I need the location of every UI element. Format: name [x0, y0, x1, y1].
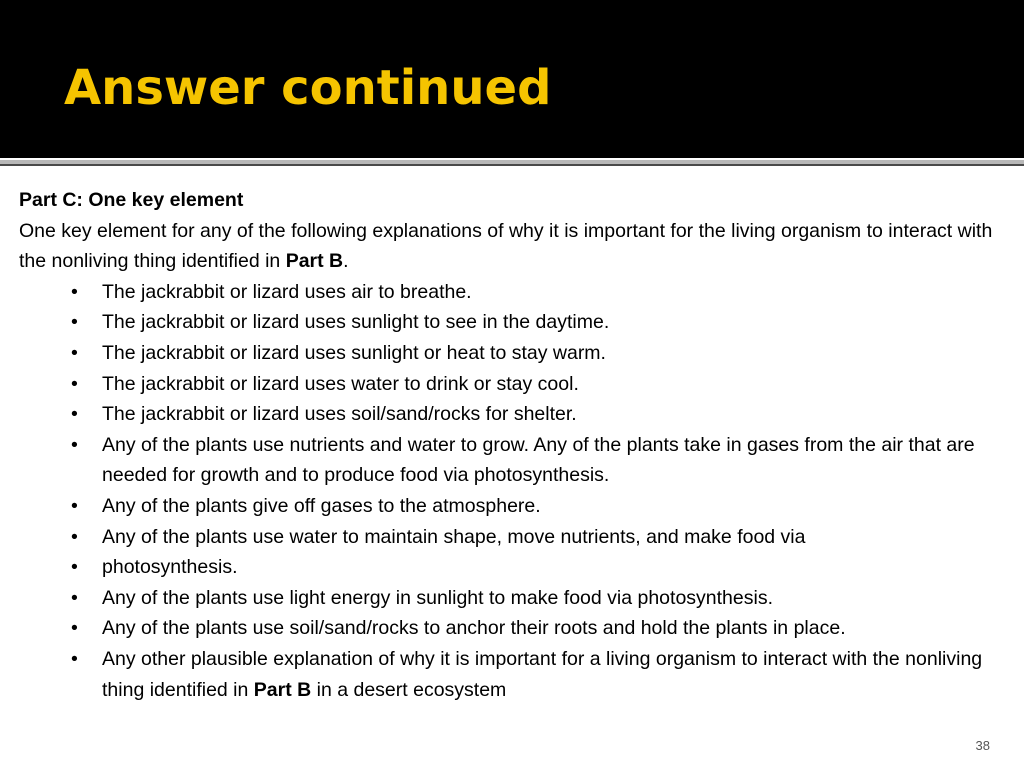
bullet-icon: • — [71, 372, 78, 395]
slide-body — [19, 185, 1009, 705]
list-item — [19, 277, 1009, 308]
bullet-icon: • — [71, 311, 78, 334]
bullet-icon: • — [71, 617, 78, 640]
list-item-text: Any of the plants use water to maintain shape, move nutrients, and make food via — [102, 525, 806, 548]
list-item-text: The jackrabbit or lizard uses sunlight to see in the daytime. — [102, 311, 610, 334]
bullet-list — [19, 277, 1009, 705]
bullet-icon: • — [71, 647, 78, 670]
list-item-text: The jackrabbit or lizard uses air to breathe. — [102, 280, 472, 303]
bullet-icon: • — [71, 403, 78, 426]
list-item-bold-reference: Part B — [253, 678, 312, 701]
list-item — [19, 491, 1009, 522]
bullet-icon: • — [71, 586, 78, 609]
list-item-text: The jackrabbit or lizard uses sunlight or heat to stay warm. — [102, 341, 606, 364]
list-item — [19, 399, 1009, 430]
list-item-text: Any other plausible explanation of why it is important for a living organism to interact with the nonliving thing identified in — [102, 647, 983, 701]
list-item-text: Any of the plants give off gases to the atmosphere. — [102, 494, 541, 517]
intro-paragraph — [19, 216, 1009, 277]
list-item-text: photosynthesis. — [102, 556, 238, 579]
list-item-text: Any of the plants use light energy in sunlight to make food via photosynthesis. — [102, 586, 773, 609]
list-item — [19, 307, 1009, 338]
list-item — [19, 338, 1009, 369]
bullet-icon: • — [71, 341, 78, 364]
list-item-text: Any of the plants use soil/sand/rocks to anchor their roots and hold the plants in place. — [102, 617, 846, 640]
page-number: 38 — [975, 738, 990, 753]
part-heading: Part C: One key element — [19, 189, 244, 211]
bullet-icon: • — [71, 494, 78, 517]
bullet-icon: • — [71, 556, 78, 579]
list-item-text: The jackrabbit or lizard uses soil/sand/rocks for shelter. — [102, 403, 577, 426]
list-item-text-end: in a desert ecosystem — [311, 678, 507, 701]
bullet-icon: • — [71, 280, 78, 303]
bullet-icon: • — [71, 525, 78, 548]
list-item — [19, 522, 1009, 553]
list-item — [19, 369, 1009, 400]
list-item — [19, 583, 1009, 614]
intro-text: One key element for any of the following explanations of why it is important for the living organism to interact with the nonliving thing identified in — [19, 219, 993, 273]
intro-text-end: . — [343, 250, 349, 273]
list-item — [19, 613, 1009, 644]
intro-bold-reference: Part B — [285, 250, 344, 273]
bullet-icon: • — [71, 433, 78, 456]
title-bar — [0, 0, 1024, 158]
list-item-text: Any of the plants use nutrients and water to grow. Any of the plants take in gases from the air that are needed for growth and to produce food via photosynthesis. — [102, 433, 975, 487]
list-item — [19, 430, 1009, 491]
list-item — [19, 552, 1009, 583]
list-item-text: The jackrabbit or lizard uses water to drink or stay cool. — [102, 372, 579, 395]
title-divider-shadow — [0, 164, 1024, 166]
slide-title: Answer continued — [64, 60, 552, 116]
list-item — [19, 644, 1009, 705]
